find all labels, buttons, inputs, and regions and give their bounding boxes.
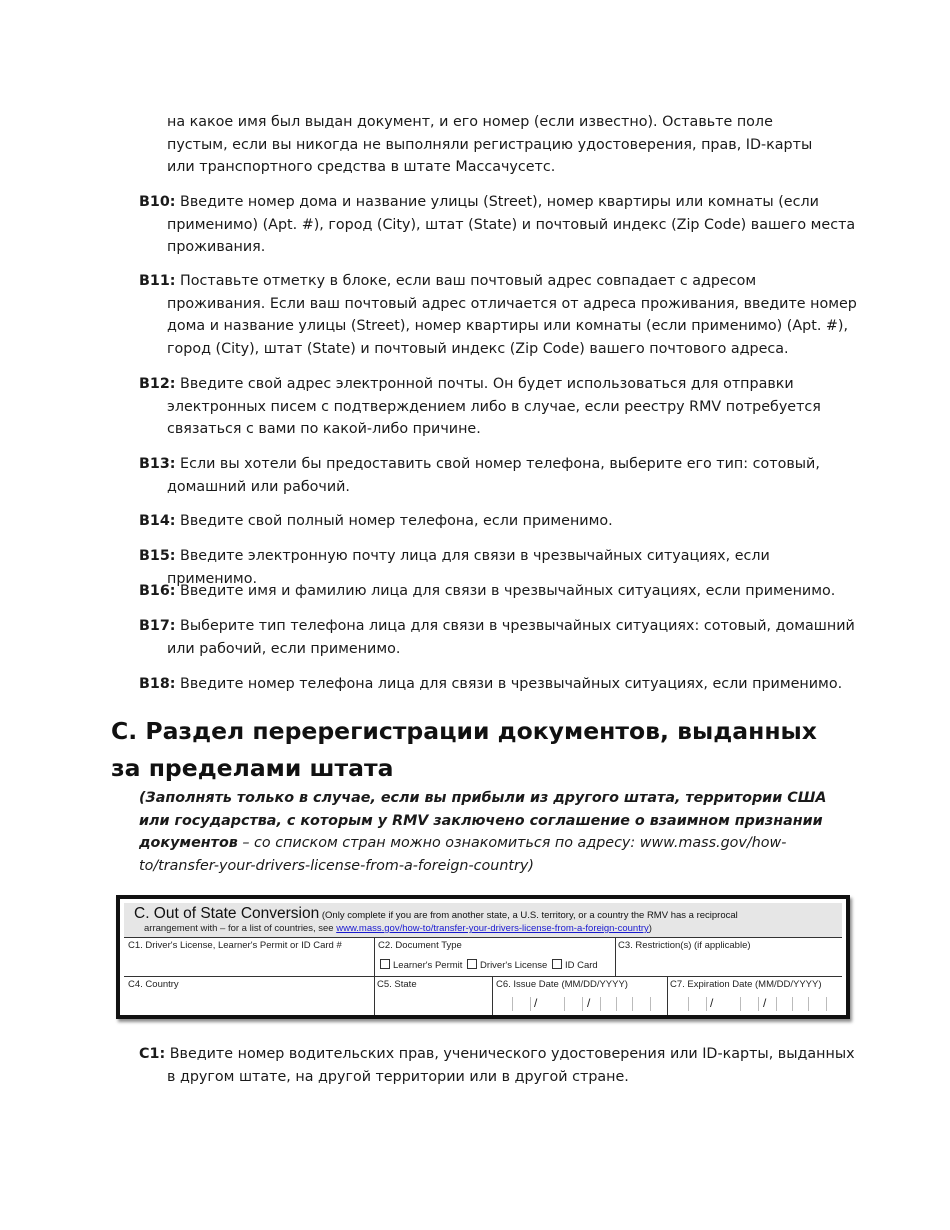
form-title-line <box>134 905 738 923</box>
item-code: B13: <box>139 456 176 472</box>
item-text: Поставьте отметку в блоке, если ваш почтовый адрес совпадает с адресом проживания. Если ваш почтовый адрес отличается от адреса проживания, введите номер дома и название улицы (Street), номер квартиры или комнаты (если применимо) (Apt. #), город (City), штат (State) и почтовый индекс (Zip Code) вашего почтового адреса. <box>167 273 857 357</box>
section-heading: C. Раздел перерегистрации документов, выданных за пределами штата <box>111 717 817 782</box>
item-text: Введите свой полный номер телефона, если применимо. <box>175 513 613 529</box>
option-label: ID Card <box>564 960 598 971</box>
form-divider <box>667 976 668 1015</box>
date-box-tick <box>582 997 583 1011</box>
form-link[interactable]: www.mass.gov/how-to/transfer-your-drivers-license-from-a-foreign-country <box>336 923 649 934</box>
option-label: Driver's License <box>480 960 548 971</box>
item-text: Введите свой адрес электронной почты. Он будет использоваться для отправки электронных писем с подтверждением либо в случае, если реестру RMV потребуется связаться с вами по какой-либо причине. <box>167 376 821 437</box>
form-divider <box>615 937 616 976</box>
out-of-state-form-image <box>116 895 850 1019</box>
date-slash: / <box>763 996 767 1010</box>
item-b12 <box>139 373 857 441</box>
date-box-tick <box>792 997 793 1011</box>
date-box-tick <box>826 997 827 1011</box>
date-box-tick <box>650 997 651 1011</box>
field-c7[interactable]: C7. Expiration Date (MM/DD/YYYY) <box>670 979 822 990</box>
item-code: C1: <box>139 1046 166 1062</box>
item-b18 <box>139 673 857 696</box>
item-text: Введите электронную почту лица для связи в чрезвычайных ситуациях, если применимо. <box>167 548 770 587</box>
form-divider <box>492 976 493 1015</box>
field-c6[interactable]: C6. Issue Date (MM/DD/YYYY) <box>496 979 628 990</box>
item-text: Введите номер телефона лица для связи в чрезвычайных ситуациях, если применимо. <box>175 676 843 692</box>
date-box-tick <box>632 997 633 1011</box>
item-code: B17: <box>139 618 176 634</box>
field-c2-label: C2. Document Type <box>378 940 462 951</box>
date-box-tick <box>808 997 809 1011</box>
form-subtitle: (Only complete if you are from another state, a U.S. territory, or a country the RMV has a reciprocal <box>319 910 738 921</box>
item-code: B16: <box>139 583 176 599</box>
item-code: B18: <box>139 676 176 692</box>
form-subtitle-end: ) <box>648 923 652 934</box>
date-box-tick <box>512 997 513 1011</box>
section-note <box>139 787 839 877</box>
item-code: B12: <box>139 376 176 392</box>
checkbox-drivers-license[interactable] <box>467 959 477 969</box>
checkbox-id-card[interactable] <box>552 959 562 969</box>
field-c2-options <box>380 959 598 971</box>
form-divider <box>124 937 842 938</box>
item-text: Введите имя и фамилию лица для связи в чрезвычайных ситуациях, если применимо. <box>175 583 836 599</box>
item-text: Введите номер дома и название улицы (Street), номер квартиры или комнаты (если применимо) (Apt. #), город (City), штат (State) и почтовый индекс (Zip Code) вашего места проживания. <box>167 194 856 255</box>
date-box-tick <box>530 997 531 1011</box>
form-divider <box>374 937 375 1015</box>
date-box-tick <box>564 997 565 1011</box>
item-code: B14: <box>139 513 176 529</box>
item-text: Введите номер водительских прав, ученического удостоверения или ID-карты, выданных в другом штате, на другой территории или в другой стране. <box>165 1046 855 1085</box>
item-b17 <box>139 615 857 660</box>
option-label: Learner's Permit <box>393 960 463 971</box>
form-header <box>124 903 842 937</box>
date-box-tick <box>740 997 741 1011</box>
date-slash: / <box>710 996 714 1010</box>
item-code: B10: <box>139 194 176 210</box>
field-c4[interactable]: C4. Country <box>128 979 179 990</box>
checkbox-learners-permit[interactable] <box>380 959 390 969</box>
item-b10 <box>139 191 857 259</box>
date-box-tick <box>758 997 759 1011</box>
item-c1 <box>139 1043 857 1088</box>
item-text: Выберите тип телефона лица для связи в чрезвычайных ситуациях: сотовый, домашний или рабочий, если применимо. <box>167 618 855 657</box>
form-title: C. Out of State Conversion <box>134 905 320 922</box>
form-subtitle-line2 <box>144 923 652 934</box>
note-rest: – со списком стран можно ознакомиться по адресу: www.mass.gov/how-to/transfer-your-drivers-license-from-a-foreign-country) <box>139 835 787 874</box>
date-slash: / <box>587 996 591 1010</box>
field-c5[interactable]: C5. State <box>377 979 417 990</box>
item-b13 <box>139 453 857 498</box>
note-bold: (Заполнять только в случае, если вы прибыли из другого штата, территории США или государства, с которым у RMV заключено соглашение о взаимном признании документов <box>139 790 827 852</box>
date-slash: / <box>534 996 538 1010</box>
item-b14 <box>139 510 857 533</box>
item-code: B11: <box>139 273 176 289</box>
item-b11 <box>139 270 857 360</box>
field-c1[interactable]: C1. Driver's License, Learner's Permit or ID Card # <box>128 940 342 951</box>
date-box-tick <box>688 997 689 1011</box>
date-box-tick <box>600 997 601 1011</box>
date-box-tick <box>706 997 707 1011</box>
item-b16 <box>139 580 857 603</box>
item-text: Если вы хотели бы предоставить свой номер телефона, выберите его тип: сотовый, домашний или рабочий. <box>167 456 820 495</box>
date-box-tick <box>616 997 617 1011</box>
form-divider <box>124 976 842 977</box>
item-code: B15: <box>139 548 176 564</box>
continuation-paragraph: на какое имя был выдан документ, и его номер (если известно). Оставьте поле пустым, если вы никогда не выполняли регистрацию удостоверения, прав, ID-карты или транспортного средства в штате Массачусетс. <box>167 114 813 175</box>
form-subtitle2: arrangement with – for a list of countries, see <box>144 923 337 934</box>
field-c3[interactable]: C3. Restriction(s) (if applicable) <box>618 940 751 951</box>
date-box-tick <box>776 997 777 1011</box>
